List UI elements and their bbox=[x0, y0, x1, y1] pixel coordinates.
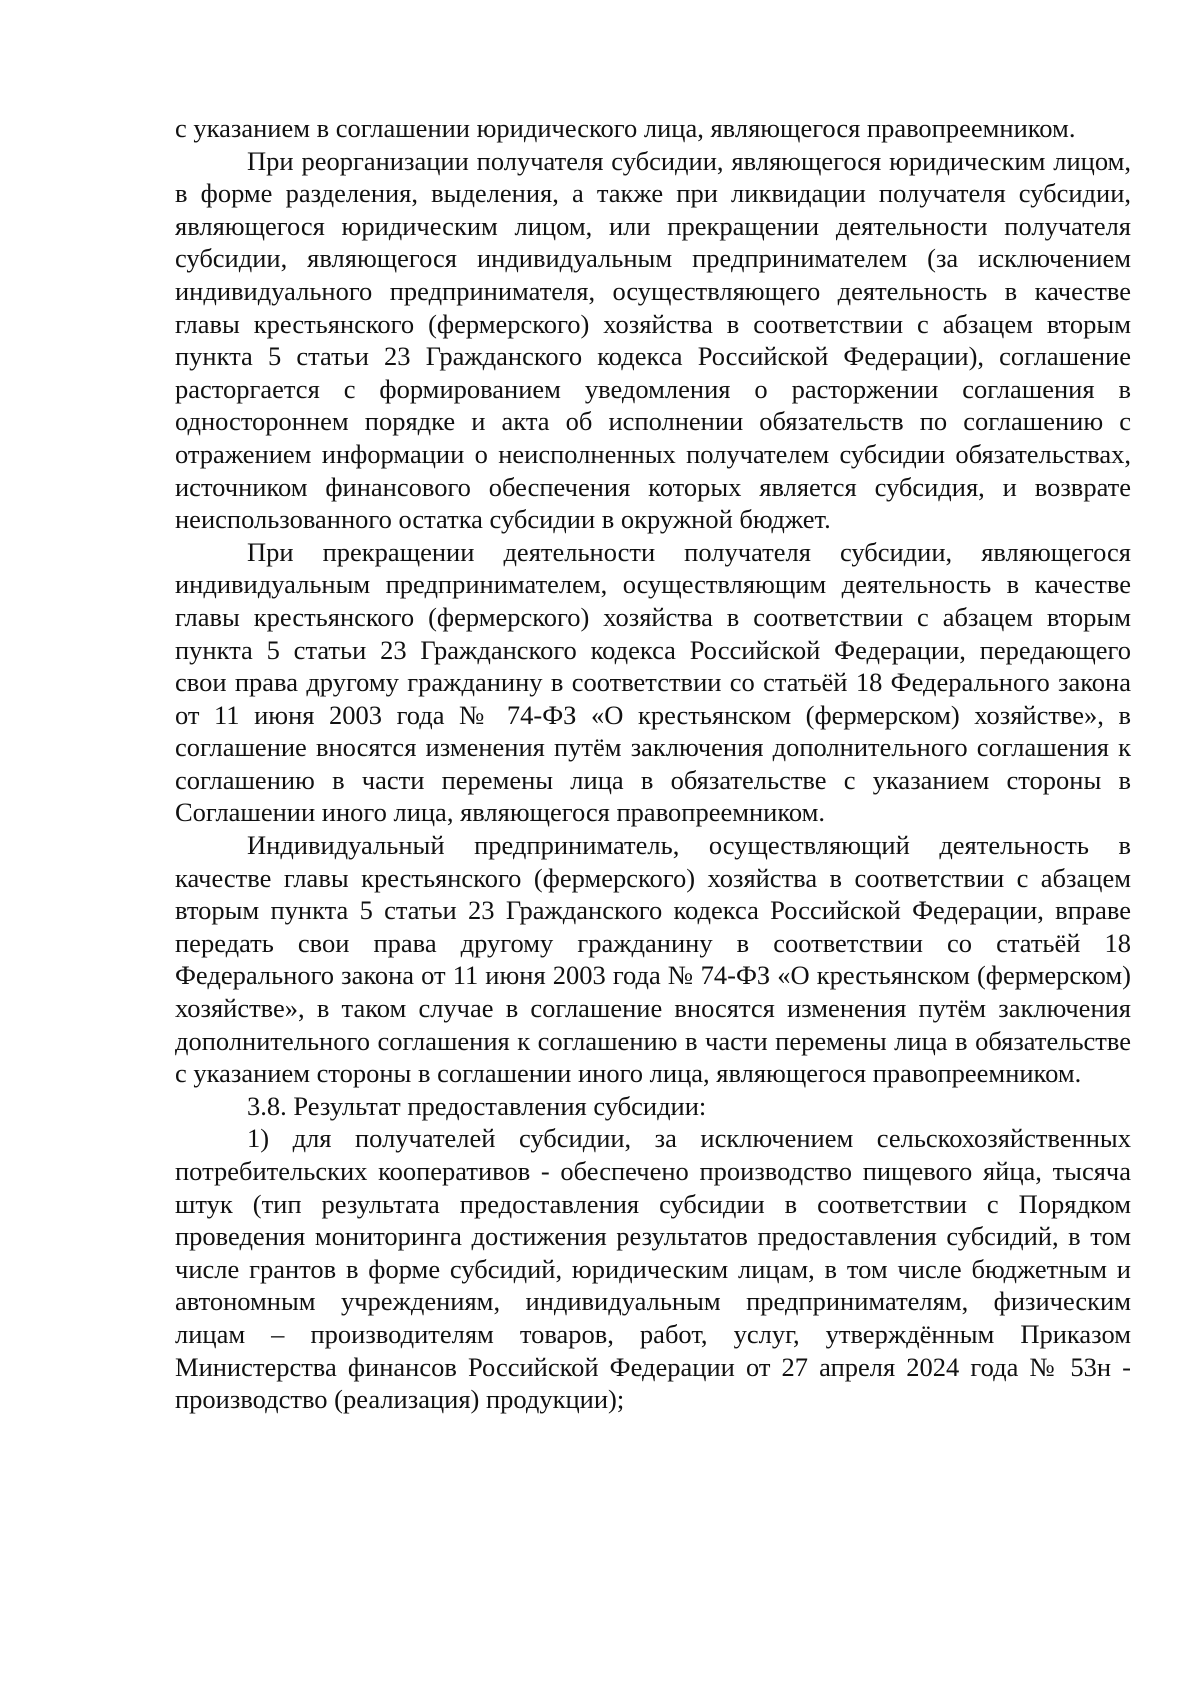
list-item-1: 1) для получателей субсидии, за исключением сельскохозяйственных потребительских кооперативов - обеспечено производство пищевого яйца, тысяча штук (тип результата предоставления субсидии в соответствии с Порядком проведения мониторинга достижения результатов предоставления субсидий, в том числе грантов в форме субсидий, юридическим лицам, в том числе бюджетным и автономным учреждениям, индивидуальным предпринимателям, физическим лицам – производителям товаров, работ, услуг, утверждённым Приказом Министерства финансов Российской Федерации от 27 апреля 2024 года № 53н - производство (реализация) продукции); bbox=[175, 1123, 1131, 1415]
section-heading-3-8: 3.8. Результат предоставления субсидии: bbox=[247, 1090, 707, 1121]
paragraph-continuation: с указанием в соглашении юридического лица, являющегося правопреемником. bbox=[175, 113, 1076, 143]
paragraph-termination-farmer: При прекращении деятельности получателя субсидии, являющегося индивидуальным предпринимателем, осуществляющим деятельность в качестве главы крестьянского (фермерского) хозяйства в соответствии с абзацем вторым пункта 5 статьи 23 Гражданского кодекса Российской Федерации, передающего свои права другому гражданину в соответствии со статьёй 18 Федерального закона от 11 июня 2003 года № 74-ФЗ «О крестьянском (фермерском) хозяйстве», в соглашение вносятся изменения путём заключения дополнительного соглашения к соглашению в части перемены лица в обязательстве с указанием стороны в Соглашении иного лица, являющегося правопреемником. bbox=[175, 536, 1131, 828]
document-page bbox=[175, 112, 1131, 1416]
paragraph-reorganization: При реорганизации получателя субсидии, являющегося юридическим лицом, в форме разделения, выделения, а также при ликвидации получателя субсидии, являющегося юридическим лицом, или прекращении деятельности получателя субсидии, являющегося индивидуальным предпринимателем (за исключением индивидуального предпринимателя, осуществляющего деятельность в качестве главы крестьянского (фермерского) хозяйства в соответствии с абзацем вторым пункта 5 статьи 23 Гражданского кодекса Российской Федерации), соглашение расторгается с формированием уведомления о расторжении соглашения в одностороннем порядке и акта об исполнении обязательств по соглашению с отражением информации о неисполненных получателем субсидии обязательствах, источником финансового обеспечения которых является субсидия, и возврате неиспользованного остатка субсидии в окружной бюджет. bbox=[175, 145, 1131, 535]
paragraph-transfer-rights: Индивидуальный предприниматель, осуществляющий деятельность в качестве главы крестьянского (фермерского) хозяйства в соответствии с абзацем вторым пункта 5 статьи 23 Гражданского кодекса Российской Федерации, вправе передать свои права другому гражданину в соответствии со статьёй 18 Федерального закона от 11 июня 2003 года № 74-ФЗ «О крестьянском (фермерском) хозяйстве», в таком случае в соглашение вносятся изменения путём заключения дополнительного соглашения к соглашению в части перемены лица в обязательстве с указанием стороны в соглашении иного лица, являющегося правопреемником. bbox=[175, 830, 1131, 1089]
